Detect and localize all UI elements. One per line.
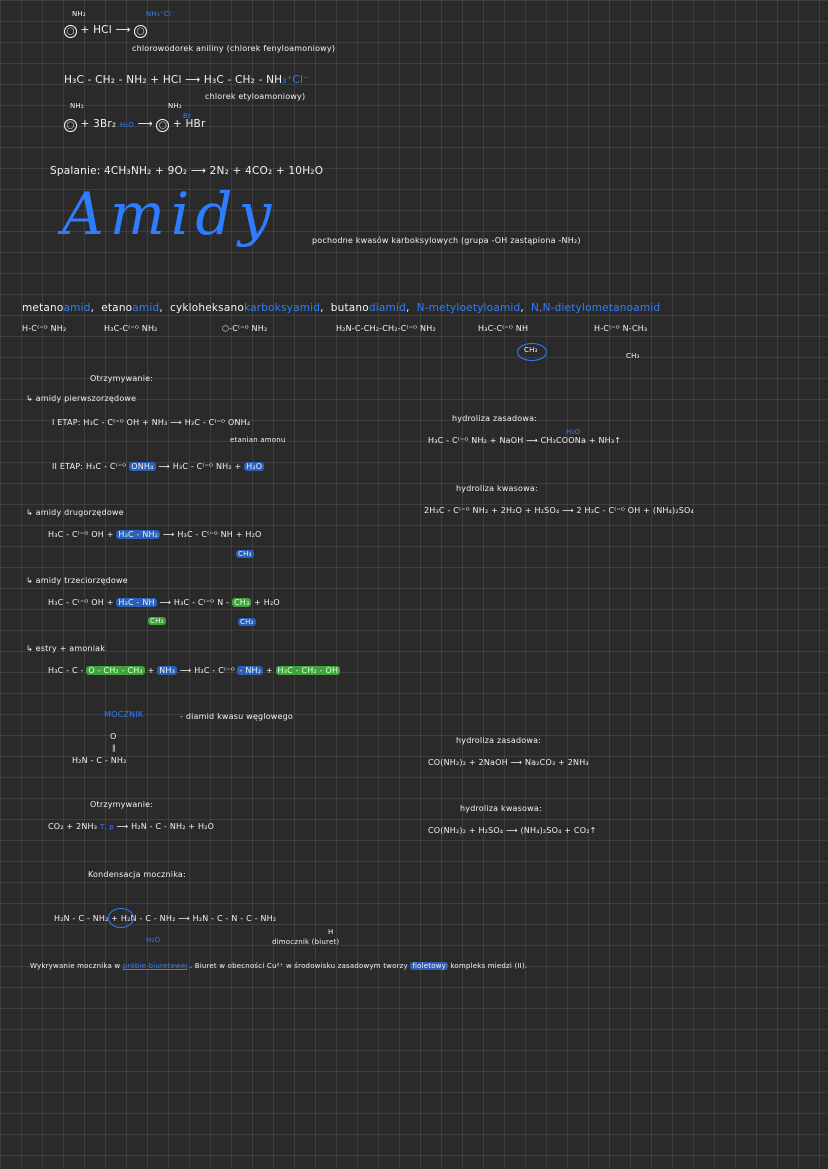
ch3-n-n: CH₃	[626, 352, 640, 360]
ethylamine-eq: H₃C - CH₂ - NH₂ + HCl ⟶ H₃C - CH₂ - NH₃⁺Cl⁻	[64, 74, 309, 86]
condensation-h2o: H₂O	[146, 936, 161, 944]
acid-hydrolysis-eq: 2H₃C - C⁽⁼ᴼ NH₂ + 2H₂O + H₂SO₄ ⟶ 2 H₃C - C⁽⁼ᴼ OH + (NH₄)₂SO₄	[424, 506, 694, 515]
urea-condensation-title: Kondensacja mocznika:	[88, 870, 186, 879]
benzene-ring-icon-3: ◯	[64, 119, 77, 132]
formula-ethanamide: H₃C-C⁽⁼ᴼ NH₂	[104, 324, 158, 333]
ch3-circle-icon	[517, 343, 547, 361]
formula-n-n-diethylmethanamide: H-C⁽⁼ᴼ N-CH₃	[594, 324, 648, 333]
tertiary-amide-ch3: CH₃	[240, 618, 254, 626]
urea-formula: H₂N - C - NH₂	[72, 756, 127, 765]
bromination-prod-nh2: NH₂	[168, 102, 182, 110]
esters-heading: ↳ estry + amoniak	[26, 644, 106, 653]
combustion-eq: Spalanie: 4CH₃NH₂ + 9O₂ ⟶ 2N₂ + 4CO₂ + 10H₂O	[50, 165, 324, 177]
urea-obtaining-title: Otrzymywanie:	[90, 800, 154, 809]
ammonium-ethanoate-name: etanian amonu	[230, 436, 286, 444]
urea-acid-hydrolysis-title: hydroliza kwasowa:	[460, 804, 542, 813]
formula-methanamide: H-C⁽⁼ᴼ NH₂	[22, 324, 67, 333]
stage1: I ETAP: H₃C - C⁽⁼ᴼ OH + NH₃ ⟶ H₃C - C⁽⁼ᴼ ONH₄	[52, 418, 251, 427]
br-label: Br	[183, 112, 192, 120]
ch3-n-methyl: CH₃	[524, 346, 538, 354]
tertiary-amides-heading: ↳ amidy trzeciorzędowe	[26, 576, 128, 585]
urea-desc: - diamid kwasu węglowego	[180, 712, 294, 721]
tertiary-eq: H₃C - C⁽⁼ᴼ OH + H₃C - NH ⟶ H₃C - C⁽⁼ᴼ N - CH₃ + H₂O	[48, 598, 280, 607]
nh2-circle-icon	[108, 908, 134, 928]
amides-subtitle: pochodne kwasów karboksylowych (grupa -OH zastąpiona -NH₂)	[312, 236, 581, 245]
aniline-eq: ◯ + HCl ⟶ ◯	[64, 24, 147, 38]
benzene-ring-icon-2: ◯	[134, 25, 147, 38]
benzene-ring-icon: ◯	[64, 25, 77, 38]
formula-cyclohexanecarboxamide: ⬡-C⁽⁼ᴼ NH₂	[222, 324, 268, 333]
secondary-eq: H₃C - C⁽⁼ᴼ OH + H₃C - NH₂ ⟶ H₃C - C⁽⁼ᴼ NH + H₂O	[48, 530, 262, 539]
anilinium-name: chlorowodorek aniliny (chlorek fenyloamoniowy)	[132, 44, 336, 53]
urea-obtaining-eq: CO₂ + 2NH₃ T, p ⟶ H₂N - C - NH₂ + H₂O	[48, 822, 215, 831]
urea-double-bond: ‖	[112, 744, 116, 752]
formula-butanediamide: H₂N-C-CH₂-CH₂-C⁽⁼ᴼ NH₂	[336, 324, 436, 333]
secondary-ch3: CH₃	[238, 550, 252, 558]
bromination-eq: ◯ + 3Br₂ H₂O ⟶ ◯ + HBr	[64, 118, 205, 132]
basic-hydrolysis-cond: H₂O	[566, 428, 581, 436]
benzene-ring-icon-4: ◯	[156, 119, 169, 132]
ethylammonium-name: chlorek etyloamoniowy)	[205, 92, 306, 101]
bromination-nh2: NH₂	[70, 102, 84, 110]
urea-basic-hydrolysis-eq: CO(NH₂)₂ + 2NaOH ⟶ Na₂CO₃ + 2NH₃	[428, 758, 589, 767]
aniline-nh2-label: NH₂	[72, 10, 86, 18]
ester-eq: H₃C - C - O - CH₂ - CH₃ + NH₃ ⟶ H₃C - C⁽⁼ᴼ - NH₂ + H₃C - CH₂ - OH	[48, 666, 339, 675]
urea-o: O	[110, 732, 117, 741]
basic-hydrolysis-title: hydroliza zasadowa:	[452, 414, 538, 423]
acid-hydrolysis-title: hydroliza kwasowa:	[456, 484, 538, 493]
basic-hydrolysis-eq: H₃C - C⁽⁼ᴼ NH₂ + NaOH ⟶ CH₃COONa + NH₃↑	[428, 436, 622, 445]
secondary-amides-heading: ↳ amidy drugorzędowe	[26, 508, 124, 517]
biuret-h: H	[328, 928, 334, 936]
urea-acid-hydrolysis-eq: CO(NH₂)₂ + H₂SO₄ ⟶ (NH₄)₂SO₄ + CO₂↑	[428, 826, 597, 835]
obtaining-heading: Otrzymywanie:	[90, 374, 154, 383]
stage2: II ETAP: H₃C - C⁽⁼ᴼ ONH₄ ⟶ H₃C - C⁽⁼ᴼ NH₂ + H₂O	[52, 462, 263, 471]
urea-basic-hydrolysis-title: hydroliza zasadowa:	[456, 736, 542, 745]
biuret-name: dimocznik (biuret)	[272, 938, 340, 946]
anilinium-label: NH₃⁺Cl⁻	[146, 10, 175, 18]
amides-title: Amidy	[62, 180, 278, 248]
primary-amides-heading: ↳ amidy pierwszorzędowe	[26, 394, 137, 403]
biuret-test-text: Wykrywanie mocznika w próbie biuretowej . Biuret w obecności Cu²⁺ w środowisku zasadowym tworzy fioletowy kompleks miedzi (II).	[30, 962, 528, 970]
tertiary-amine-ch3: CH₃	[150, 617, 164, 625]
amide-names-row: metanoamid, etanoamid, cykloheksanokarboksyamid, butanodiamid, N-metyloetyloamid, N,N-dietylometanoamid	[22, 302, 661, 314]
urea-label: MOCZNIK	[104, 710, 144, 719]
formula-n-methylethanamide: H₃C-C⁽⁼ᴼ NH	[478, 324, 529, 333]
urea-condensation-eq: H₂N - C - NH₂ + H₂N - C - NH₂ ⟶ H₂N - C - N - C - NH₂	[54, 914, 277, 923]
